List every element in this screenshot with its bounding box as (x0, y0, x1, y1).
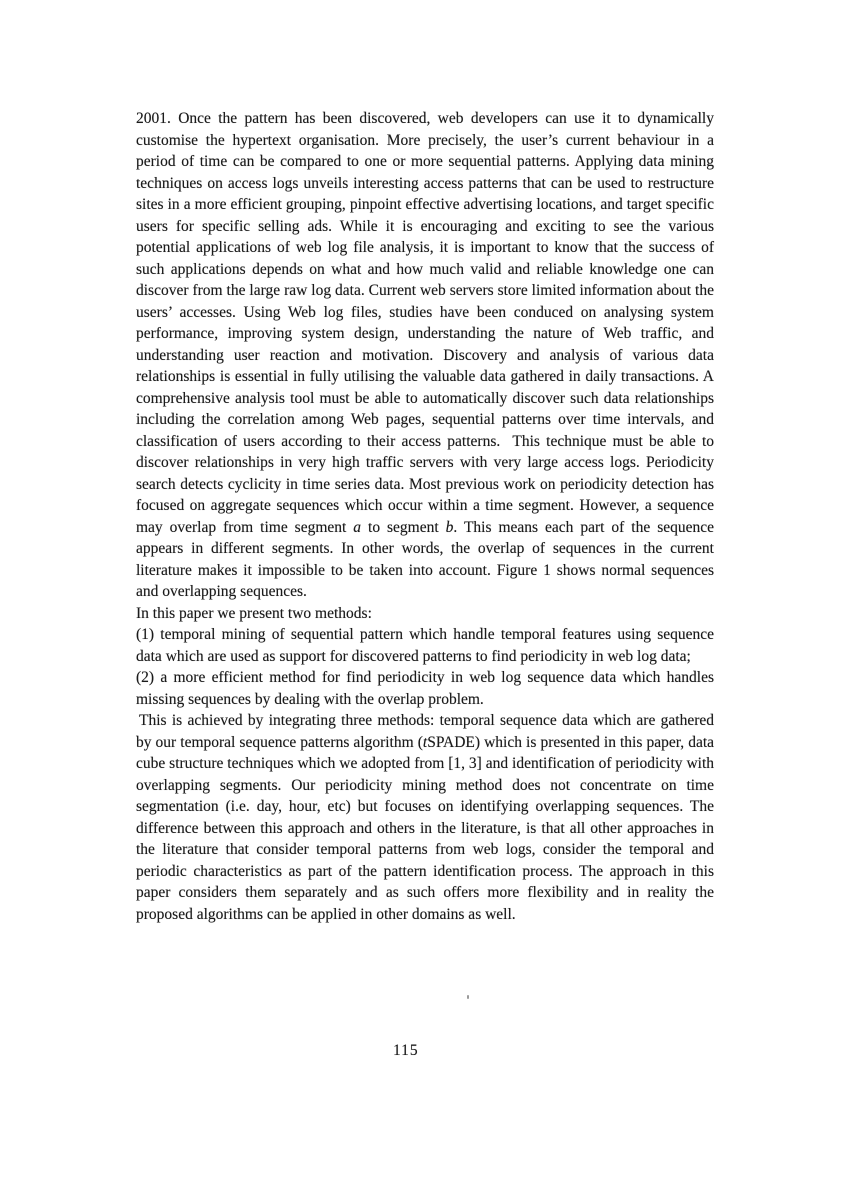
page-text (136, 108, 714, 925)
list-item-2: (2) a more efficient method for find periodicity in web log sequence data which handles missing sequences by dealing with the overlap problem. (136, 669, 714, 708)
intro-line: In this paper we present two methods: (136, 604, 372, 622)
method-list (136, 624, 714, 710)
paragraph-2: This is achieved by integrating three methods: temporal sequence data which are gathered by our temporal sequence patterns algorithm (tSPADE) which is presented in this paper, data cube structure techniques which we adopted from [1, 3] and identification of periodicity with overlapping segments. Our periodicity mining method does not concentrate on time segmentation (i.e. day, hour, etc) but focuses on identifying overlapping sequences. The difference between this approach and others in the literature, is that all other approaches in the literature that consider temporal patterns from web logs, consider the temporal and periodic characteristics as part of the pattern identification process. The approach in this paper considers them separately and as such offers more flexibility and in reality the proposed algorithms can be applied in other domains as well. (136, 712, 715, 923)
page-number: 115 (393, 1042, 419, 1059)
scan-artifact-dot (467, 995, 469, 999)
list-item-1: (1) temporal mining of sequential pattern which handle temporal features using sequence data which are used as support for discovered patterns to find periodicity in web log data; (136, 626, 714, 665)
paragraph-1: 2001. Once the pattern has been discovered, web developers can use it to dynamically customise the hypertext organisation. More precisely, the user’s current behaviour in a period of time can be compared to one or more sequential patterns. Applying data mining techniques on access logs unveils interesting access patterns that can be used to restructure sites in a more efficient grouping, pinpoint effective advertising locations, and target specific users for specific selling ads. While it is encouraging and exciting to see the various potential applications of web log file analysis, it is important to know that the success of such applications depends on what and how much valid and reliable knowledge one can discover from the large raw log data. Current web servers store limited information about the users’ accesses. Using Web log files, studies have been conduced on analysing system performance, improving system design, understanding the nature of Web traffic, and understanding user reaction and motivation. Discovery and analysis of various data relationships is essential in fully utilising the valuable data gathered in daily transactions. A comprehensive analysis tool must be able to automatically discover such data relationships including the correlation among Web pages, sequential patterns over time intervals, and classification of users according to their access patterns. This technique must be able to discover relationships in very high traffic servers with very large access logs. Periodicity search detects cyclicity in time series data. Most previous work on periodicity detection has focused on aggregate sequences which occur within a time segment. However, a sequence may overlap from time segment a to segment b. This means each part of the sequence appears in different segments. In other words, the overlap of sequences in the current literature makes it impossible to be taken into account. Figure 1 shows normal sequences and overlapping sequences. (136, 110, 714, 600)
